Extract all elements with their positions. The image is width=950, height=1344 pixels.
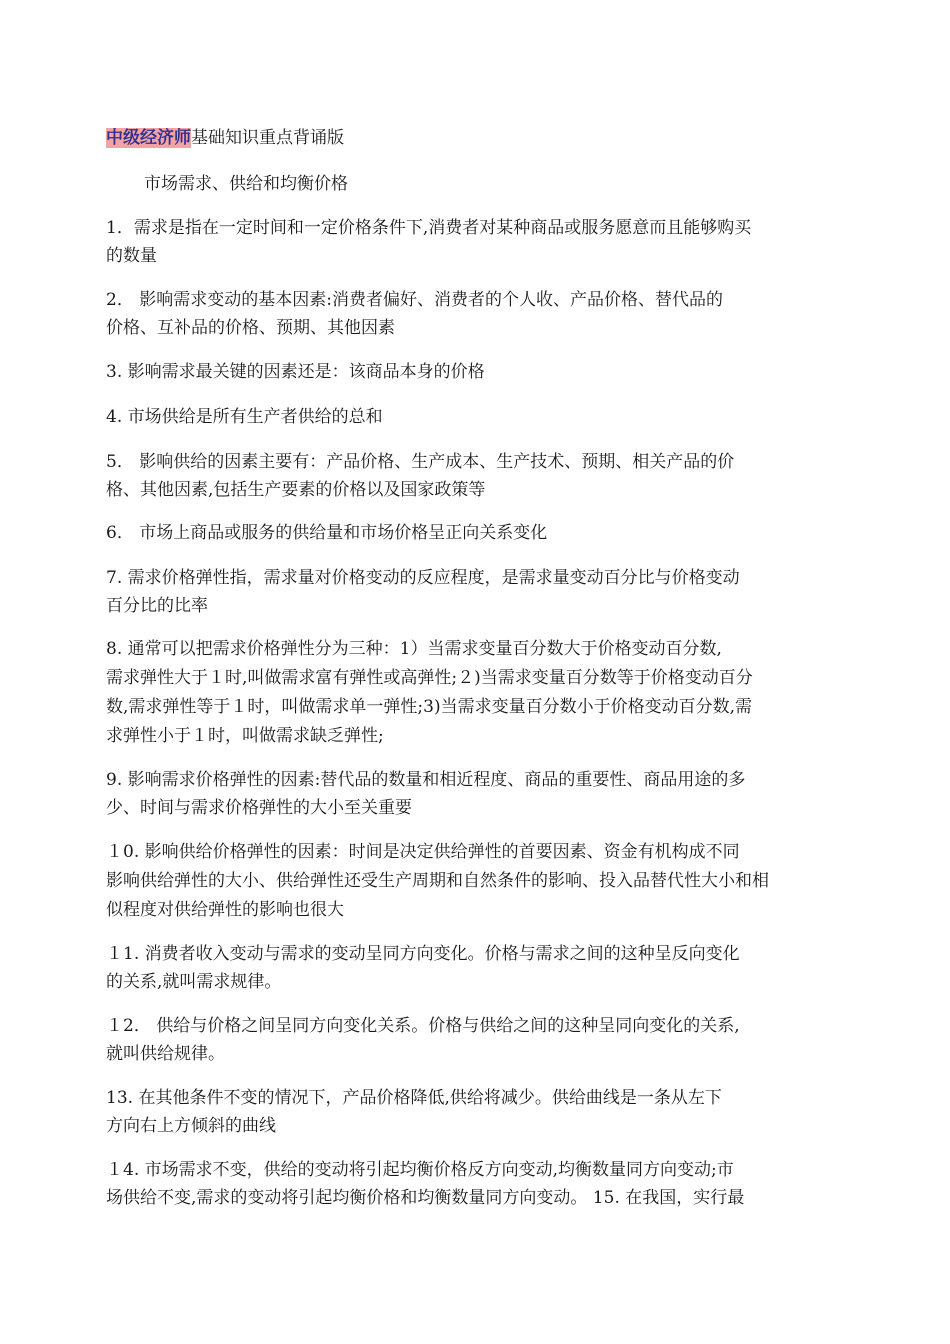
paragraph-line: 价格、互补品的价格、预期、其他因素 <box>106 318 395 338</box>
title-rest: 基础知识重点背诵版 <box>191 128 344 148</box>
paragraph-line: 求弹性小于１时，叫做需求缺乏弹性; <box>106 726 384 746</box>
paragraph-line: 少、时间与需求价格弹性的大小至关重要 <box>106 798 412 818</box>
paragraph-line: 9. 影响需求价格弹性的因素:替代品的数量和相近程度、商品的重要性、商品用途的多 <box>106 770 746 790</box>
paragraph-line: 6． 市场上商品或服务的供给量和市场价格呈正向关系变化 <box>106 523 548 543</box>
paragraph-line: 需求弹性大于１时,叫做需求富有弹性或高弹性;２)当需求变量百分数等于价格变动百分 <box>106 668 753 688</box>
section-heading: 市场需求、供给和均衡价格 <box>144 174 348 194</box>
paragraph-line: 4. 市场供给是所有生产者供给的总和 <box>106 407 383 427</box>
paragraph-line: 8. 通常可以把需求价格弹性分为三种：1）当需求变量百分数大于价格变动百分数, <box>106 639 722 659</box>
paragraph-line: １2． 供给与价格之间呈同方向变化关系。价格与供给之间的这种呈同向变化的关系, <box>106 1016 740 1036</box>
paragraph-line: 的数量 <box>106 246 157 266</box>
paragraph-line: 13. 在其他条件不变的情况下，产品价格降低,供给将减少。供给曲线是一条从左下 <box>106 1088 722 1108</box>
paragraph-line: 7. 需求价格弹性指，需求量对价格变动的反应程度，是需求量变动百分比与价格变动 <box>106 568 740 588</box>
paragraph-line: 1．需求是指在一定时间和一定价格条件下,消费者对某种商品或服务愿意而且能够购买 <box>106 218 752 238</box>
document-title <box>106 124 858 152</box>
paragraph-line: 数,需求弹性等于１时，叫做需求单一弹性;3)当需求变量百分数小于价格变动百分数,需 <box>106 697 752 717</box>
paragraph-line: 影响供给弹性的大小、供给弹性还受生产周期和自然条件的影响、投入品替代性大小和相 <box>106 871 769 891</box>
paragraph-line: 3. 影响需求最关键的因素还是：该商品本身的价格 <box>106 362 485 382</box>
paragraph-line: 百分比的比率 <box>106 596 208 616</box>
paragraph-line: 2． 影响需求变动的基本因素:消费者偏好、消费者的个人收、产品价格、替代品的 <box>106 290 723 310</box>
paragraph-line: 就叫供给规律。 <box>106 1044 225 1064</box>
paragraph-line: １4. 市场需求不变，供给的变动将引起均衡价格反方向变动,均衡数量同方向变动;市 <box>106 1160 734 1180</box>
paragraph-line: １0. 影响供给价格弹性的因素：时间是决定供给弹性的首要因素、资金有机构成不同 <box>106 842 740 862</box>
paragraph-line: 的关系,就叫需求规律。 <box>106 972 282 992</box>
paragraph-line: １1. 消费者收入变动与需求的变动呈同方向变化。价格与需求之间的这种呈反向变化 <box>106 944 740 964</box>
paragraph-line: 5． 影响供给的因素主要有：产品价格、生产成本、生产技术、预期、相关产品的价 <box>106 452 735 472</box>
paragraph-line: 似程度对供给弹性的影响也很大 <box>106 900 344 920</box>
paragraph-line: 场供给不变,需求的变动将引起均衡价格和均衡数量同方向变动。 15. 在我国，实行最 <box>106 1188 745 1208</box>
paragraph-line: 格、其他因素,包括生产要素的价格以及国家政策等 <box>106 480 486 500</box>
paragraph-line: 方向右上方倾斜的曲线 <box>106 1116 276 1136</box>
title-highlight: 中级经济师 <box>106 128 191 148</box>
